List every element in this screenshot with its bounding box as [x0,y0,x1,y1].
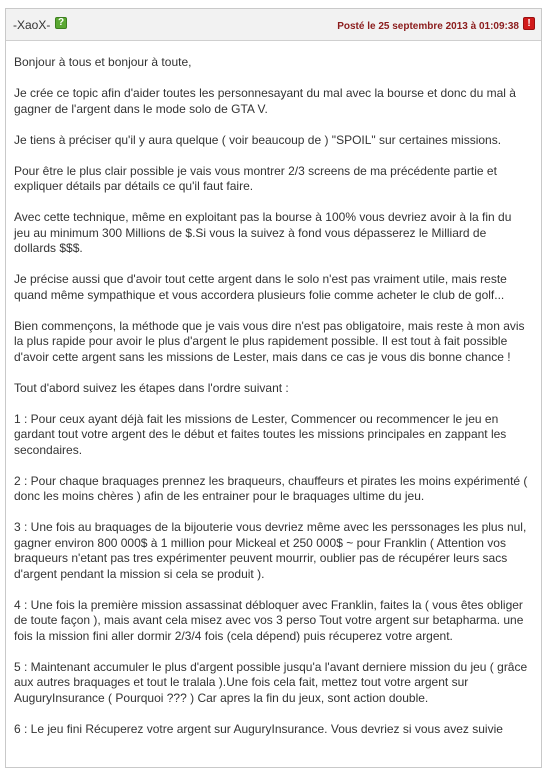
report-alert-icon[interactable]: ! [523,17,535,30]
post-paragraph: 5 : Maintenant accumuler le plus d'argent possible jusqu'a l'avant derniere mission du jeu ( grâce aux autres braquages et tout le tralala ).Une fois cela fait, mettez tout votre argent sur AuguryInsurance ( Pourquoi ??? ) Car apres la fin du jeux, sont action double. [14,659,528,705]
post-paragraph: Pour être le plus clair possible je vais vous montrer 2/3 screens de ma précédente partie et expliquer détails par détails ce qu'il faut faire. [14,163,497,193]
post-body [6,41,541,737]
post-paragraph: Je crée ce topic afin d'aider toutes les personnesayant du mal avec la bourse et donc du mal à gagner de l'argent dans le mode solo de GTA V. [14,86,516,116]
post-paragraph: 1 : Pour ceux ayant déjà fait les missions de Lester, Commencer ou recommencer le jeu en gardant tout votre argent des le début et faites toutes les missions principales en zappant les secondaires. [14,411,507,457]
post-header [6,9,541,41]
post-paragraph: Bien commençons, la méthode que je vais vous dire n'est pas obligatoire, mais reste à mon avis la plus rapide pour avoir le plus d'argent le plus rapidement possible. Il est tout à fait possible d'avoir cette argent sans les missions de Lester, mais dans ce cas je vous dis bonne chance ! [14,318,525,364]
post-paragraph: Tout d'abord suivez les étapes dans l'ordre suivant : [14,380,289,395]
post-paragraph: Je tiens à préciser qu'il y aura quelque ( voir beaucoup de ) "SPOIL" sur certaines missions. [14,132,502,147]
post-paragraph: 2 : Pour chaque braquages prennez les braqueurs, chauffeurs et pirates les moins expérimenté ( donc les moins chères ) afin de les entrainer pour le braquages ultime du jeu. [14,473,528,503]
post-paragraph: 4 : Une fois la première mission assassinat débloquer avec Franklin, faites la ( vous êtes obliger de toute façon ), mais avant cela misez avec vos 3 perso Tout votre argent sur betapharma. une fois la mission fini aller dormir 2/3/4 fois (cela dépend) puis récuperez votre argent. [14,597,524,643]
post-paragraph: Avec cette technique, même en exploitant pas la bourse à 100% vous devriez avoir à la fin du jeu au minimum 300 Millions de $.Si vous la suivez à fond vous dépasserez le Milliard de dollards $$$. [14,210,512,255]
post-paragraph: Bonjour à tous et bonjour à toute, [14,55,192,69]
forum-post [5,8,542,768]
author-name[interactable]: -XaoX- [13,18,51,32]
post-paragraph: Je précise aussi que d'avoir tout cette argent dans le solo n'est pas vraiment utile, mais reste quand même sympathique et vous accordera plusieurs folie comme acheter le club de golf... [14,272,507,302]
post-paragraph: 3 : Une fois au braquages de la bijouterie vous devriez même avec les perssonages les plus nul, gagner environ 800 000$ à 1 million pour Mickeal et 250 000$ ~ pour Franklin ( Attention vos braqueurs n'etant pas tres expérimenter peuvent mourrir, oublier pas de récupérer leurs sacs d'argent pendant la mission si cela se produit ). [14,520,527,581]
green-question-icon[interactable]: ? [55,17,67,29]
post-paragraph: 6 : Le jeu fini Récuperez votre argent sur AuguryInsurance. Vous devriez si vous avez suivie [14,721,503,736]
post-date: Posté le 25 septembre 2013 à 01:09:38 [337,21,519,32]
